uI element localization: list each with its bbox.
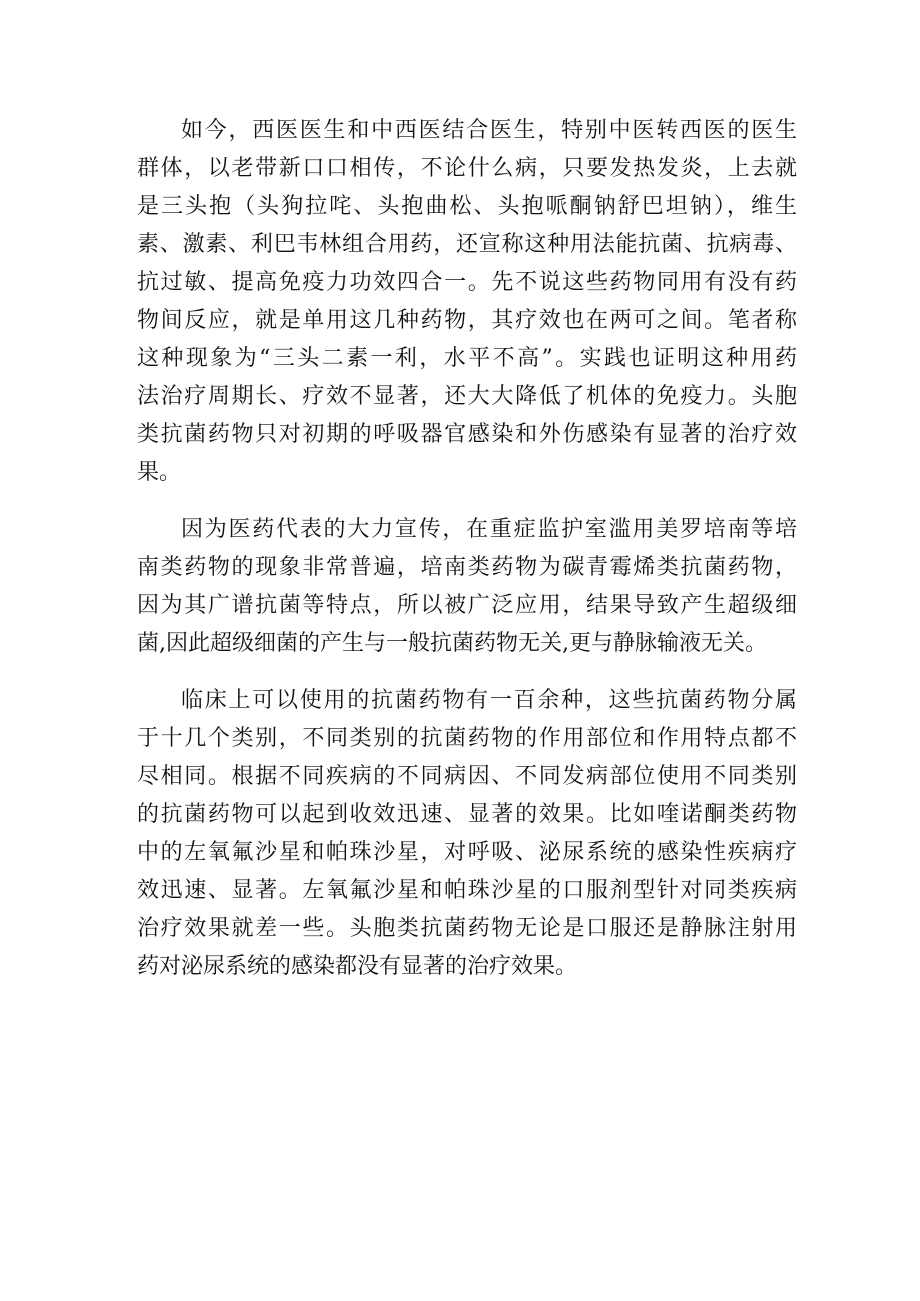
text-line: 菌,因此超级细菌的产生与一般抗菌药物无关,更与静脉输液无关。: [137, 631, 767, 656]
paragraph-spacer: [137, 663, 797, 682]
text-line: 效迅速、显著。左氧氟沙星和帕珠沙星的口服剂型针对同类疾病: [137, 878, 797, 903]
text-line: 因为医药代表的大力宣传，在重症监护室滥用美罗培南等培: [181, 517, 797, 542]
text-line: 果。: [137, 460, 182, 485]
text-line: 的抗菌药物可以起到收效迅速、显著的效果。比如喹诺酮类药物: [137, 802, 797, 827]
paragraph-spacer: [137, 492, 797, 511]
paragraph-3: [137, 682, 797, 986]
text-line: 南类药物的现象非常普遍，培南类药物为碳青霉烯类抗菌药物，: [137, 555, 797, 580]
text-line: 物间反应，就是单用这几种药物，其疗效也在两可之间。笔者称: [137, 308, 797, 333]
text-line: 药对泌尿系统的感染都没有显著的治疗效果。: [137, 954, 578, 979]
text-line: 于十几个类别，不同类别的抗菌药物的作用部位和作用特点都不: [137, 726, 797, 751]
text-line: 如今，西医医生和中西医结合医生，特别中医转西医的医生: [181, 118, 797, 143]
text-line: 素、激素、利巴韦林组合用药，还宣称这种用法能抗菌、抗病毒、: [137, 232, 797, 257]
text-line: 是三头抱（头狗拉咤、头抱曲松、头抱哌酮钠舒巴坦钠），维生: [137, 194, 797, 219]
text-line: 法治疗周期长、疗效不显著，还大大降低了机体的免疫力。头胞: [137, 384, 797, 409]
text-line: 治疗效果就差一些。头胞类抗菌药物无论是口服还是静脉注射用: [137, 916, 797, 941]
text-line: 临床上可以使用的抗菌药物有一百余种，这些抗菌药物分属: [181, 688, 797, 713]
text-line: 抗过敏、提高免疫力功效四合一。先不说这些药物同用有没有药: [137, 270, 797, 295]
document-body: [137, 112, 797, 986]
paragraph-1: [137, 112, 797, 492]
text-line: 尽相同。根据不同疾病的不同病因、不同发病部位使用不同类别: [137, 764, 797, 789]
paragraph-2: [137, 511, 797, 663]
text-line: 类抗菌药物只对初期的呼吸器官感染和外伤感染有显著的治疗效: [137, 422, 797, 447]
text-line: 因为其广谱抗菌等特点，所以被广泛应用，结果导致产生超级细: [137, 593, 797, 618]
text-line: 这种现象为“三头二素一利，水平不高”。实践也证明这种用药: [137, 346, 797, 371]
text-line: 中的左氧氟沙星和帕珠沙星，对呼吸、泌尿系统的感染性疾病疗: [137, 840, 797, 865]
text-line: 群体，以老带新口口相传，不论什么病，只要发热发炎，上去就: [137, 156, 797, 181]
